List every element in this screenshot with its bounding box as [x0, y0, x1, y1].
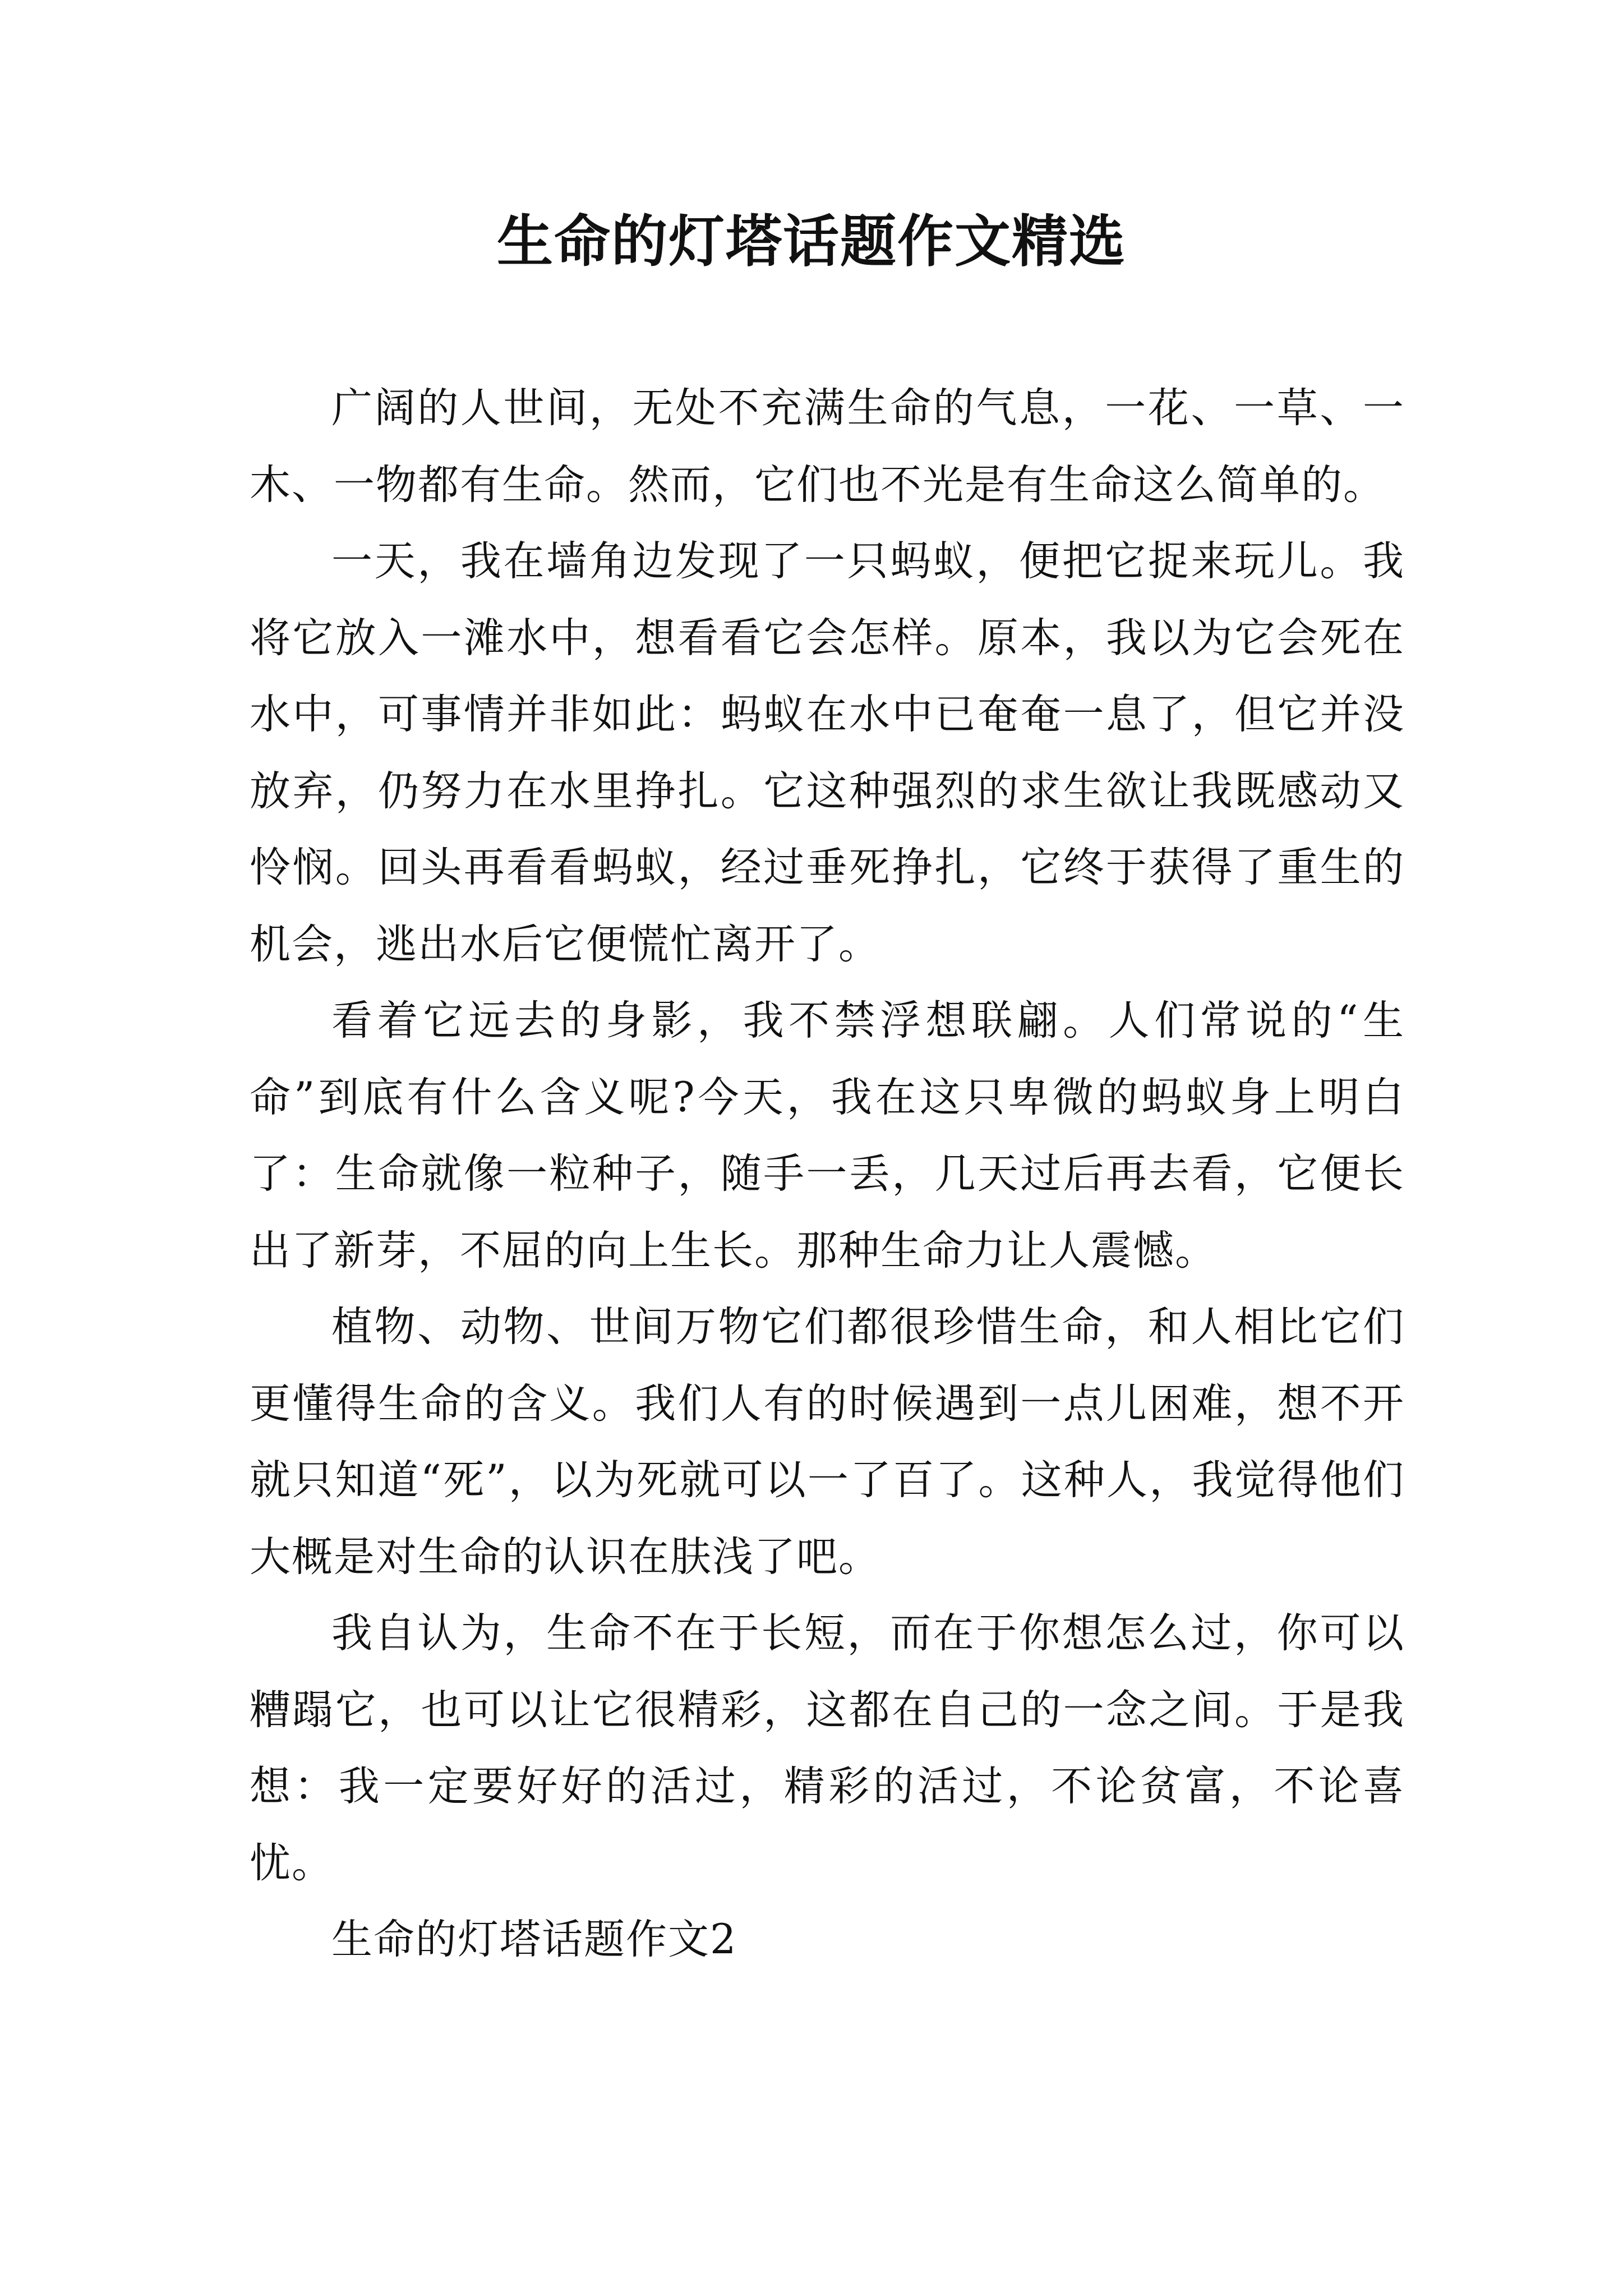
- paragraph: 一天，我在墙角边发现了一只蚂蚁，便把它捉来玩儿。我将它放入一滩水中，想看看它会怎样。原本，我以为它会死在水中，可事情并非如此：蚂蚁在水中已奄奄一息了，但它并没放弃，仍努力在水里挣扎。它这种强烈的求生欲让我既感动又怜悯。回头再看看蚂蚁，经过垂死挣扎，它终于获得了重生的机会，逃出水后它便慌忙离开了。: [250, 537, 1405, 968]
- document-title: 生命的灯塔话题作文精选: [497, 208, 1126, 274]
- document-body: [250, 370, 1405, 1978]
- section-heading: 生命的灯塔话题作文2: [331, 1916, 737, 1963]
- paragraph: 看着它远去的身影，我不禁浮想联翩。人们常说的“生命”到底有什么含义呢?今天，我在这只卑微的蚂蚁身上明白了：生命就像一粒种子，随手一丢，几天过后再去看，它便长出了新芽，不屈的向上生长。那种生命力让人震憾。: [250, 997, 1405, 1274]
- paragraph: 广阔的人世间，无处不充满生命的气息，一花、一草、一木、一物都有生命。然而，它们也不光是有生命这么简单的。: [250, 384, 1405, 509]
- paragraph: 植物、动物、世间万物它们都很珍惜生命，和人相比它们更懂得生命的含义。我们人有的时候遇到一点儿困难，想不开就只知道“死”，以为死就可以一了百了。这种人，我觉得他们大概是对生命的认识在肤浅了吧。: [250, 1303, 1405, 1581]
- paragraph: 我自认为，生命不在于长短，而在于你想怎么过，你可以糟蹋它，也可以让它很精彩，这都在自己的一念之间。于是我想：我一定要好好的活过，精彩的活过，不论贫富，不论喜忧。: [250, 1609, 1405, 1887]
